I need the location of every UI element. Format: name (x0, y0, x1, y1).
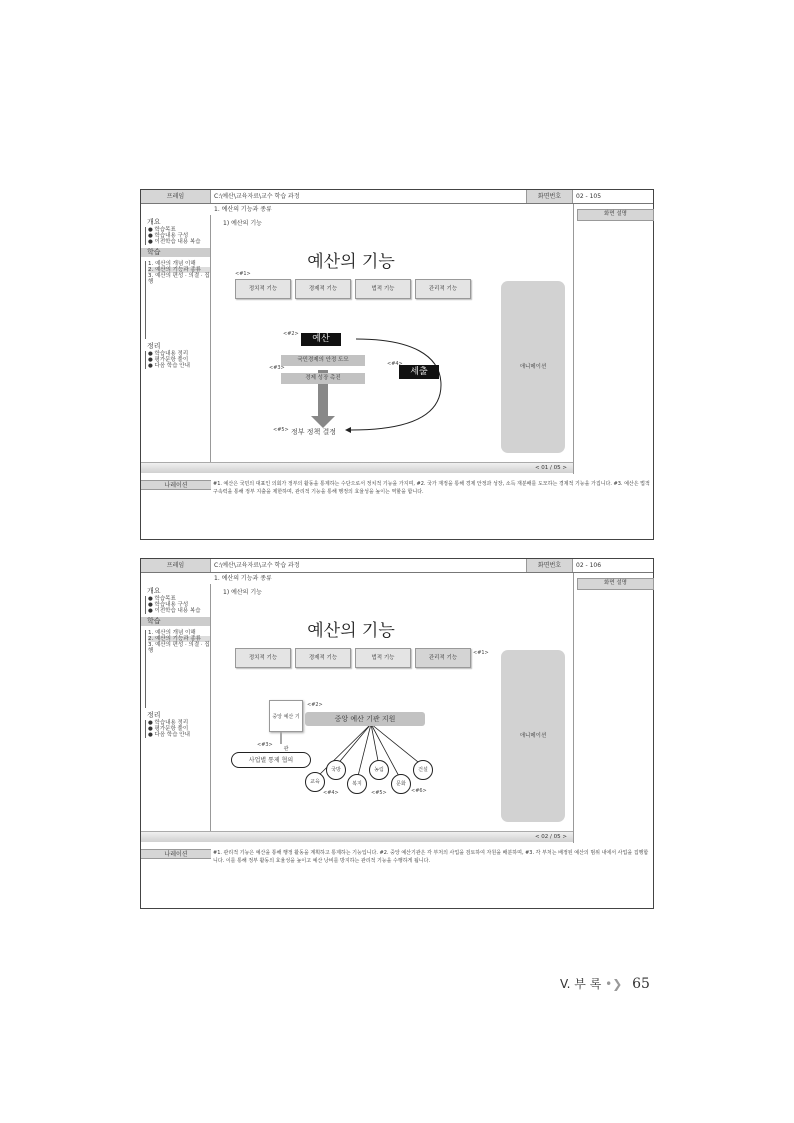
step-marker: <#3> (257, 742, 273, 748)
function-button-economic[interactable]: 경제적 기능 (295, 648, 351, 668)
diagram-arrows (211, 215, 501, 463)
chevron-right-icon: •❯ (605, 977, 623, 991)
breadcrumb: 1) 예산의 기능 (223, 589, 262, 596)
arrow-head (345, 427, 351, 433)
diagram-bottom-text: 정부 정책 결정 (291, 428, 337, 436)
slide-header (141, 190, 653, 204)
sidebar-item[interactable]: 3. 예산의 편성 · 의결 · 집행 (148, 273, 210, 285)
sidebar-item[interactable]: ● 평가문항 풀이 (148, 357, 189, 363)
storyboard-slide-1 (140, 189, 654, 540)
sidebar-list (141, 596, 210, 614)
function-button-legal[interactable]: 법적 기능 (355, 648, 411, 668)
right-panel (573, 204, 653, 474)
sidebar-section-title: 정리 (147, 342, 161, 350)
ministry-circle: 건설 (413, 760, 433, 780)
narration-text: #1. 예산은 국민의 대표인 의회가 정부의 활동을 통제하는 수단으로서 정치적 기능을 가지며, #2. 국가 재정을 통해 경제 안정과 성장, 소득 재분배를 도모하는 경제적 기능을 가집니다. #3. 예산은 법적 구속력을 통해 정부 지출을 제한하며, 관리적 기능을 통해 행정의 효율성을 높이는 역할을 합니다. (213, 481, 650, 495)
animation-area: 애니메이션 (501, 281, 565, 453)
header-path: C:\예산\교육자료\교수 학습 과정 (211, 559, 527, 572)
slide-header (141, 559, 653, 573)
header-screen-label: 화면번호 (527, 190, 573, 203)
control-oval: 사업별 통제 협의 (231, 752, 311, 768)
ministry-circle: 국방 (326, 760, 346, 780)
slide-main (211, 215, 573, 463)
sidebar-section-title-active: 학습 (141, 617, 210, 626)
step-marker: <#1> (235, 271, 251, 277)
storyboard-slide-2 (140, 558, 654, 909)
step-marker: <#2> (307, 702, 323, 708)
step-marker: <#4> (387, 361, 403, 367)
narration-label: 나레이션 (141, 480, 211, 490)
sidebar-item-active[interactable]: 2. 예산의 기능과 종류 (148, 636, 210, 642)
diagram-bar: 중앙 예산 기관 지원 (305, 712, 425, 726)
sidebar-list (141, 720, 210, 738)
sidebar-list (141, 630, 210, 654)
slide-sidebar (141, 584, 211, 832)
sidebar-divider (145, 654, 210, 708)
step-marker: <#5> (371, 790, 387, 796)
page-indicator[interactable]: < 02 / 05 > (141, 831, 573, 842)
function-button-management-active[interactable]: 관리적 기능 (415, 648, 471, 668)
sidebar-item[interactable]: ● 학습내용 구성 (148, 233, 189, 239)
footer-section: V. 부 록 (560, 977, 602, 991)
header-label: 프레임 (141, 190, 211, 203)
step-marker: <#3> (269, 365, 285, 371)
sidebar-section-title: 개요 (147, 218, 161, 226)
header-label: 프레임 (141, 559, 211, 572)
sidebar-item[interactable]: ● 평가문항 풀이 (148, 726, 189, 732)
sidebar-item[interactable]: 3. 예산의 편성 · 의결 · 집행 (148, 642, 210, 654)
slide-title: 예산의 기능 (307, 621, 395, 641)
narration-text: #1. 관리적 기능은 예산을 통해 행정 활동을 계획하고 통제하는 기능입니다. #2. 중앙 예산기관은 각 부처의 사업을 검토하여 자원을 배분하며, #3. 각 부처는 배정된 예산의 범위 내에서 사업을 집행합니다. 이를 통해 정부 활동의 효율성을 높이고 예산 낭비를 방지하는 관리적 기능을 수행하게 됩니다. (213, 850, 649, 864)
sidebar-item[interactable]: ● 학습내용 정리 (148, 720, 189, 726)
sidebar-divider (145, 285, 210, 339)
slide-subheader: 1. 예산의 기능과 종류 (214, 206, 272, 213)
sidebar-item[interactable]: ● 이전학습 내용 복습 (148, 239, 201, 245)
step-marker: <#6> (411, 788, 427, 794)
page-footer (560, 975, 650, 992)
sidebar-item[interactable]: ● 학습내용 정리 (148, 351, 189, 357)
right-panel (573, 573, 653, 843)
sidebar-item[interactable]: ● 학습목표 (148, 596, 176, 602)
diagram-bar-1: 국민경제의 안정 도모 (281, 355, 365, 366)
ministry-circle: 문화 (391, 774, 411, 794)
diagram-bar-2: 경제 성장 촉진 (281, 373, 365, 384)
sidebar-list (141, 351, 210, 369)
function-button-legal[interactable]: 법적 기능 (355, 279, 411, 299)
slide-title: 예산의 기능 (307, 252, 395, 272)
step-marker: <#5> (273, 427, 289, 433)
ministry-circle: 복지 (347, 774, 367, 794)
screen-description-button[interactable]: 화면 설명 (577, 578, 654, 590)
page-number: 65 (632, 976, 650, 992)
expenditure-label: 세출 (399, 365, 439, 379)
function-button-management[interactable]: 관리적 기능 (415, 279, 471, 299)
budget-label: 예산 (301, 333, 341, 346)
function-button-political[interactable]: 정치적 기능 (235, 279, 291, 299)
breadcrumb: 1) 예산의 기능 (223, 220, 262, 227)
header-path: C:\예산\교육자료\교수 학습 과정 (211, 190, 527, 203)
slide-main (211, 584, 573, 832)
page-indicator[interactable]: < 01 / 05 > (141, 462, 573, 473)
sidebar-section-title: 정리 (147, 711, 161, 719)
header-screen-no: 02 - 106 (576, 562, 602, 569)
sidebar-section-title: 개요 (147, 587, 161, 595)
diagram-lines (211, 584, 501, 832)
sidebar-item[interactable]: ● 학습내용 구성 (148, 602, 189, 608)
slide-subheader: 1. 예산의 기능과 종류 (214, 575, 272, 582)
sidebar-item[interactable]: 1. 예산의 개념 이해 (148, 630, 196, 636)
animation-area: 애니메이션 (501, 650, 565, 822)
sidebar-item[interactable]: ● 이전학습 내용 복습 (148, 608, 201, 614)
ministry-circle: 농림 (369, 760, 389, 780)
sidebar-list (141, 261, 210, 285)
function-button-political[interactable]: 정치적 기능 (235, 648, 291, 668)
header-screen-no: 02 - 105 (576, 193, 602, 200)
function-button-economic[interactable]: 경제적 기능 (295, 279, 351, 299)
sidebar-list (141, 227, 210, 245)
sidebar-item-active[interactable]: 2. 예산의 기능과 종류 (148, 267, 210, 273)
sidebar-item[interactable]: ● 다음 학습 안내 (148, 732, 190, 738)
step-marker: <#4> (323, 790, 339, 796)
screen-description-button[interactable]: 화면 설명 (577, 209, 654, 221)
step-marker: <#2> (283, 331, 299, 337)
ministry-circle: 교육 (305, 772, 325, 792)
sidebar-section-title-active: 학습 (141, 248, 210, 257)
narration-label: 나레이션 (141, 849, 211, 859)
central-budget-box: 중앙 예산 기관 (269, 700, 303, 732)
slide-sidebar (141, 215, 211, 463)
sidebar-item[interactable]: 1. 예산의 개념 이해 (148, 261, 196, 267)
step-marker: <#1> (473, 650, 489, 656)
sidebar-item[interactable]: ● 학습목표 (148, 227, 176, 233)
sidebar-item[interactable]: ● 다음 학습 안내 (148, 363, 190, 369)
header-screen-label: 화면번호 (527, 559, 573, 572)
